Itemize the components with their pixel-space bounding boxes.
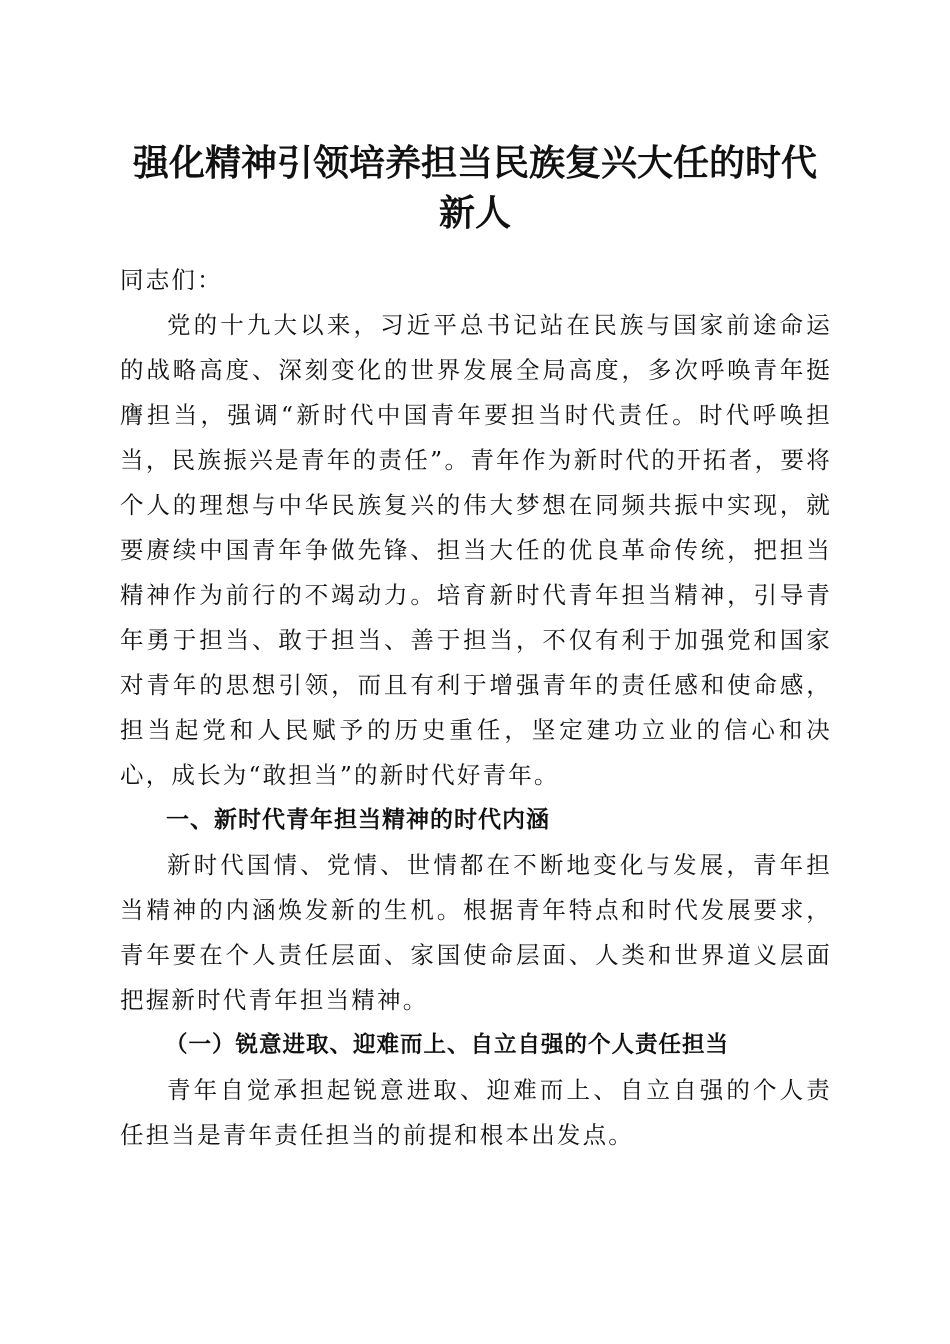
intro-paragraph: 党的十九大以来，习近平总书记站在民族与国家前途命运的战略高度、深刻变化的世界发展全局高度，多次呼唤青年挺膺担当，强调“新时代中国青年要担当时代责任。时代呼唤担当，民族振兴是青年的责任”。青年作为新时代的开拓者，要将个人的理想与中华民族复兴的伟大梦想在同频共振中实现，就要赓续中国青年争做先锋、担当大任的优良革命传统，把担当精神作为前行的不竭动力。培育新时代青年担当精神，引导青年勇于担当、敢于担当、善于担当，不仅有利于加强党和国家对青年的思想引领，而且有利于增强青年的责任感和使命感，担当起党和人民赋予的历史重任，坚定建功立业的信心和决心，成长为“敢担当”的新时代好青年。	[120, 311, 832, 789]
subsection-1-paragraph: 青年自觉承担起锐意进取、迎难而上、自立自强的个人责任担当是青年责任担当的前提和根本出发点。	[120, 1076, 832, 1149]
salutation: 同志们：	[120, 266, 223, 294]
document-body	[120, 258, 832, 1158]
document-title: 强化精神引领培养担当民族复兴大任的时代新人	[132, 142, 817, 234]
subsection-heading-1: （一）锐意进取、迎难而上、自立自强的个人责任担当	[165, 1032, 730, 1058]
section-heading-1: 一、新时代青年担当精神的时代内涵	[166, 807, 550, 833]
section-1-paragraph: 新时代国情、党情、世情都在不断地变化与发展，青年担当精神的内涵焕发新的生机。根据青年特点和时代发展要求，青年要在个人责任层面、家国使命层面、人类和世界道义层面把握新时代青年担当精神。	[120, 851, 832, 1014]
